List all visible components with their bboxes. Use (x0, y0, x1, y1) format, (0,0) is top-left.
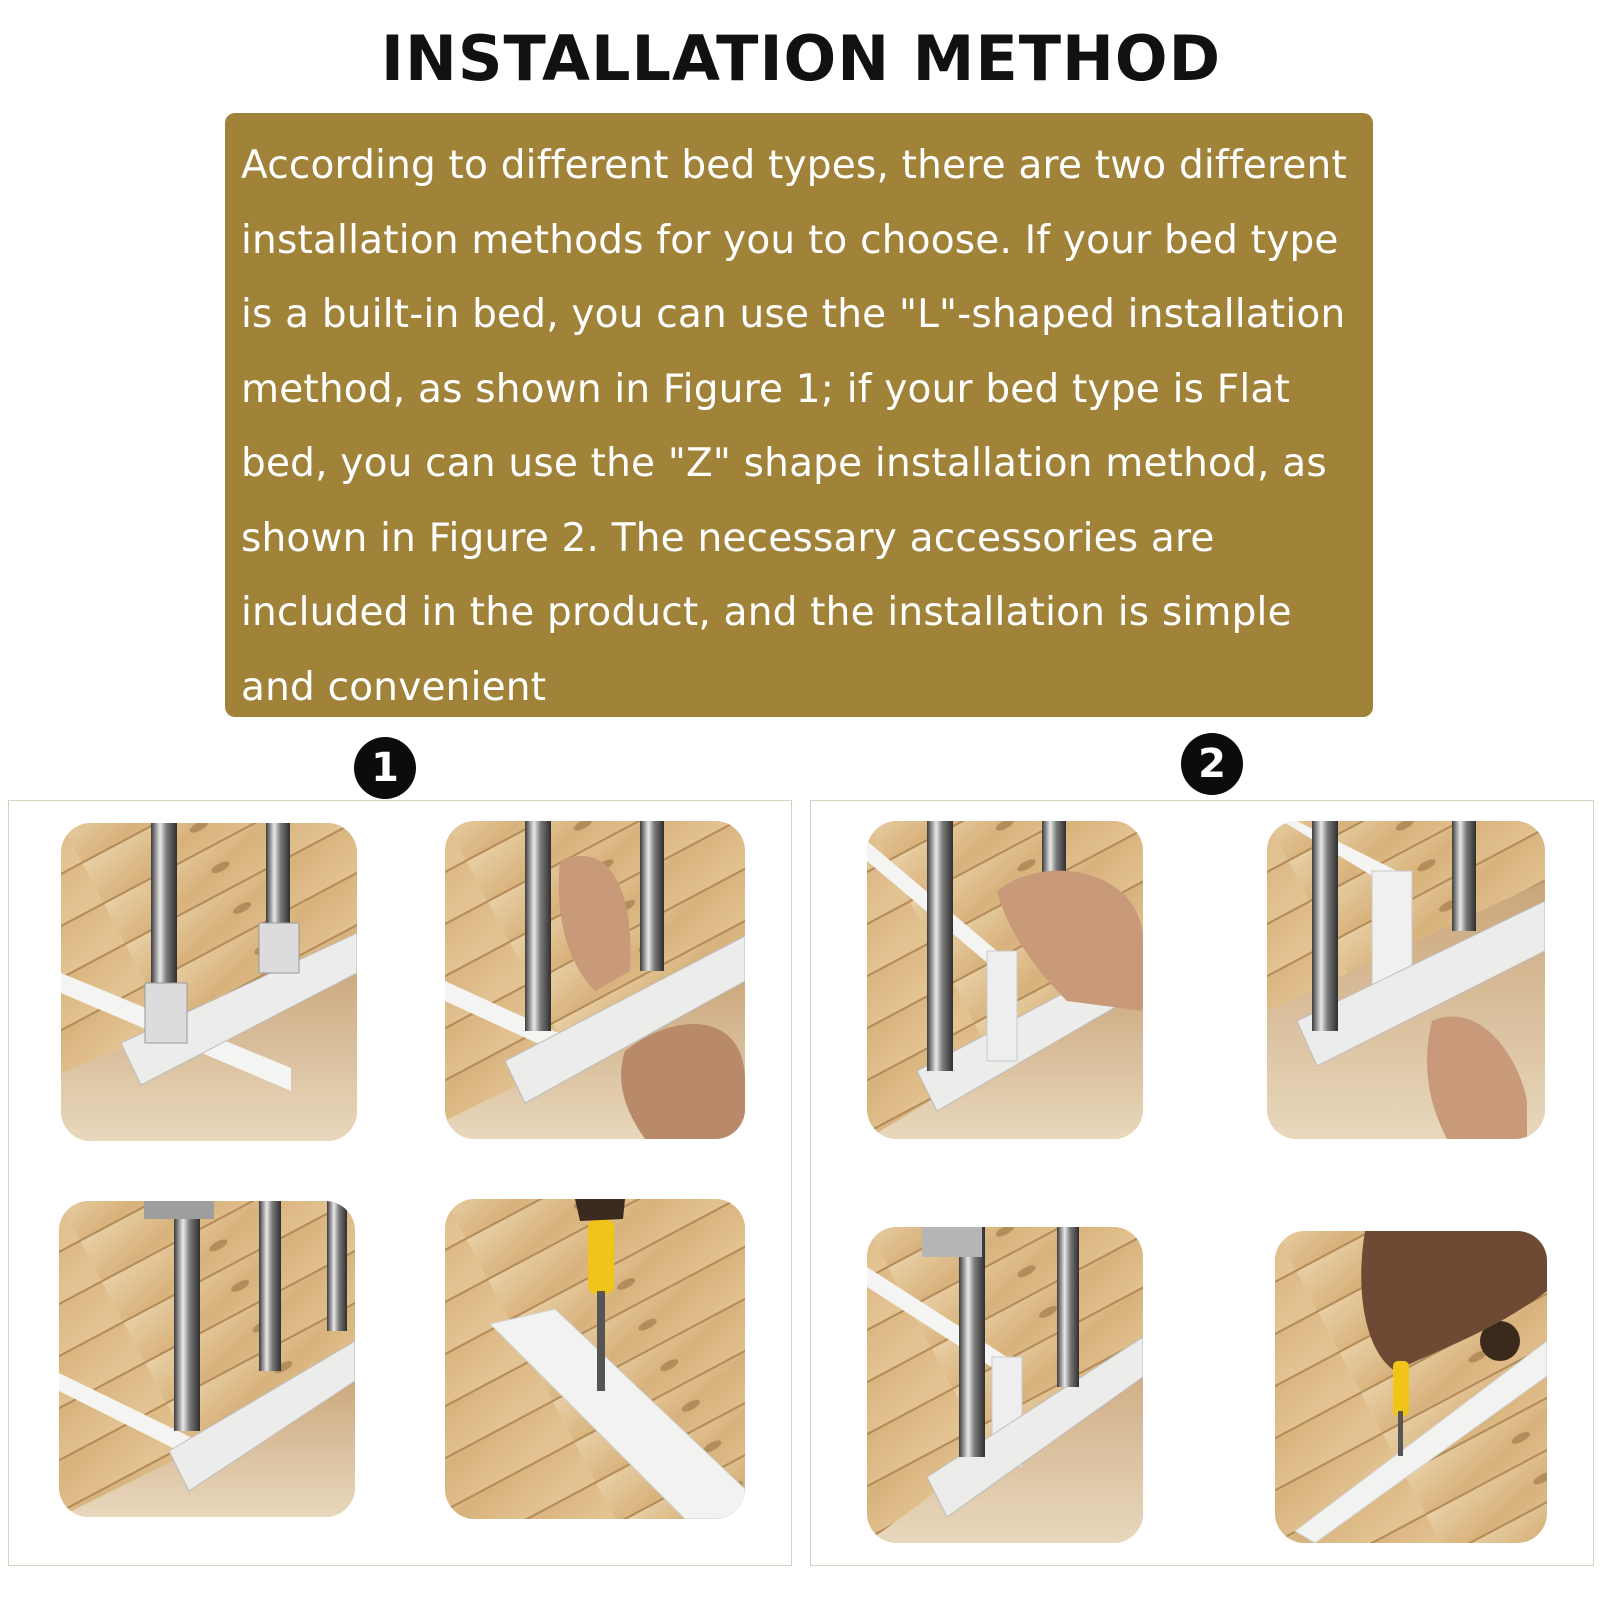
figure-2-step-3-photo (867, 1227, 1143, 1543)
figure-1-panel (8, 800, 792, 1566)
figure-2-panel (810, 800, 1594, 1566)
figure-1-badge: 1 (354, 737, 416, 799)
intro-text: According to different bed types, there are two different installation methods for you to choose. If your bed type is a built-in bed, you can use the "L"-shaped installation method, as shown in Figure 1; if your bed type is Flat bed, you can use the "Z" shape installation method, as shown in Figure 2. The necessary accessories are included in the product, and the installation is simple and convenient (241, 143, 1347, 710)
figure-1-step-1-photo (61, 823, 357, 1141)
figure-2-step-1-photo (867, 821, 1143, 1139)
figure-1-step-3-photo (59, 1201, 355, 1517)
figure-2-badge: 2 (1181, 733, 1243, 795)
figure-2-step-2-photo (1267, 821, 1545, 1139)
figure-2-step-4-photo (1275, 1231, 1547, 1543)
intro-box (225, 113, 1373, 717)
figure-1-step-4-photo (445, 1199, 745, 1519)
page-title: INSTALLATION METHOD (380, 22, 1222, 95)
figure-1-step-2-photo (445, 821, 745, 1139)
